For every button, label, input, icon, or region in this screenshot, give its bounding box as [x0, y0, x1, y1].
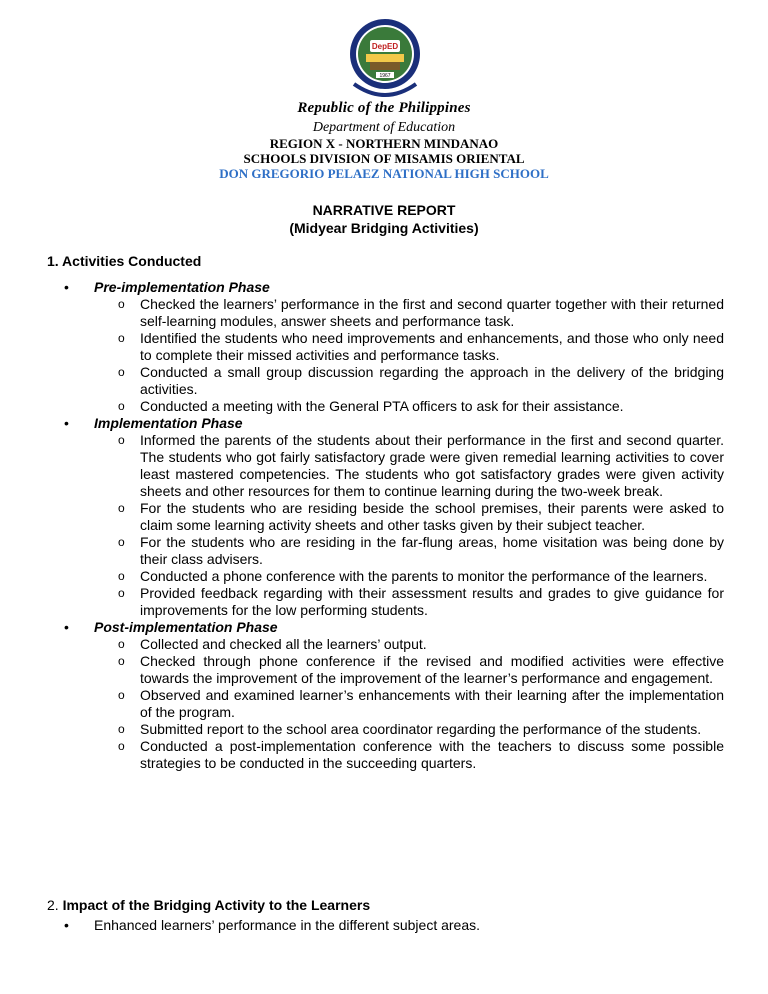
- section-1-heading: 1. Activities Conducted: [47, 253, 202, 269]
- list-item: o Conducted a small group discussion regarding the approach in the delivery of the bridging activities.: [64, 364, 724, 398]
- list-item: o Checked through phone conference if the revised and modified activities were effective towards the improvement of the improvement of the learner’s performance and engagement.: [64, 653, 724, 687]
- section-2-number: 2.: [47, 897, 59, 913]
- list-item: o Identified the students who need improvements and enhancements, and those who only need to complete their missed activities and performance tasks.: [64, 330, 724, 364]
- department-line: Department of Education: [312, 120, 456, 135]
- deped-seal-logo: [348, 14, 422, 102]
- section-2-title: Impact of the Bridging Activity to the Learners: [62, 897, 371, 913]
- republic-line: Republic of the Philippines: [297, 100, 471, 116]
- svg-text:DepED: DepED: [371, 42, 399, 51]
- list-item: o Checked the learners’ performance in the first and second quarter together with their returned self-learning modules, answer sheets and performance task.: [64, 296, 724, 330]
- division-line: SCHOOLS DIVISION OF MISAMIS ORIENTAL: [243, 151, 525, 166]
- phase-heading: • Implementation Phase: [64, 415, 724, 432]
- region-line: REGION X - NORTHERN MINDANAO: [269, 136, 499, 151]
- list-item: o Conducted a meeting with the General PTA officers to ask for their assistance.: [64, 398, 724, 415]
- list-item: o Collected and checked all the learners’ output.: [64, 636, 724, 653]
- list-item: o Conducted a phone conference with the parents to monitor the performance of the learners.: [64, 568, 724, 585]
- section-2-heading: [47, 897, 370, 913]
- list-item: • Enhanced learners’ performance in the different subject areas.: [64, 917, 724, 933]
- report-subtitle: (Midyear Bridging Activities): [289, 220, 479, 236]
- list-item: o Observed and examined learner’s enhancements with their learning after the implementation of the program.: [64, 687, 724, 721]
- list-item: o Submitted report to the school area coordinator regarding the performance of the students.: [64, 721, 724, 738]
- svg-text:1967: 1967: [379, 73, 391, 79]
- list-item: o For the students who are residing in the far-flung areas, home visitation was being done by their class advisers.: [64, 534, 724, 568]
- activities-list: [64, 279, 724, 772]
- list-item: o For the students who are residing beside the school premises, their parents were asked to claim some learning activity sheets and other tasks given by their subject teacher.: [64, 500, 724, 534]
- list-item: o Conducted a post-implementation conference with the teachers to discuss some possible strategies to be conducted in the succeeding quarters.: [64, 738, 724, 772]
- list-item: o Provided feedback regarding with their assessment results and grades to give guidance for improvements for the low performing students.: [64, 585, 724, 619]
- list-item: o Informed the parents of the students about their performance in the first and second quarter. The students who got fairly satisfactory grade were given remedial learning activities to cover least mastered competencies. The students who got satisfactory grades were given activity sheets and other resources for them to continue learning during the two-week break.: [64, 432, 724, 500]
- report-title: NARRATIVE REPORT: [312, 202, 456, 218]
- phase-heading: • Pre-implementation Phase: [64, 279, 724, 296]
- phase-heading: • Post-implementation Phase: [64, 619, 724, 636]
- school-name: DON GREGORIO PELAEZ NATIONAL HIGH SCHOOL: [219, 166, 549, 181]
